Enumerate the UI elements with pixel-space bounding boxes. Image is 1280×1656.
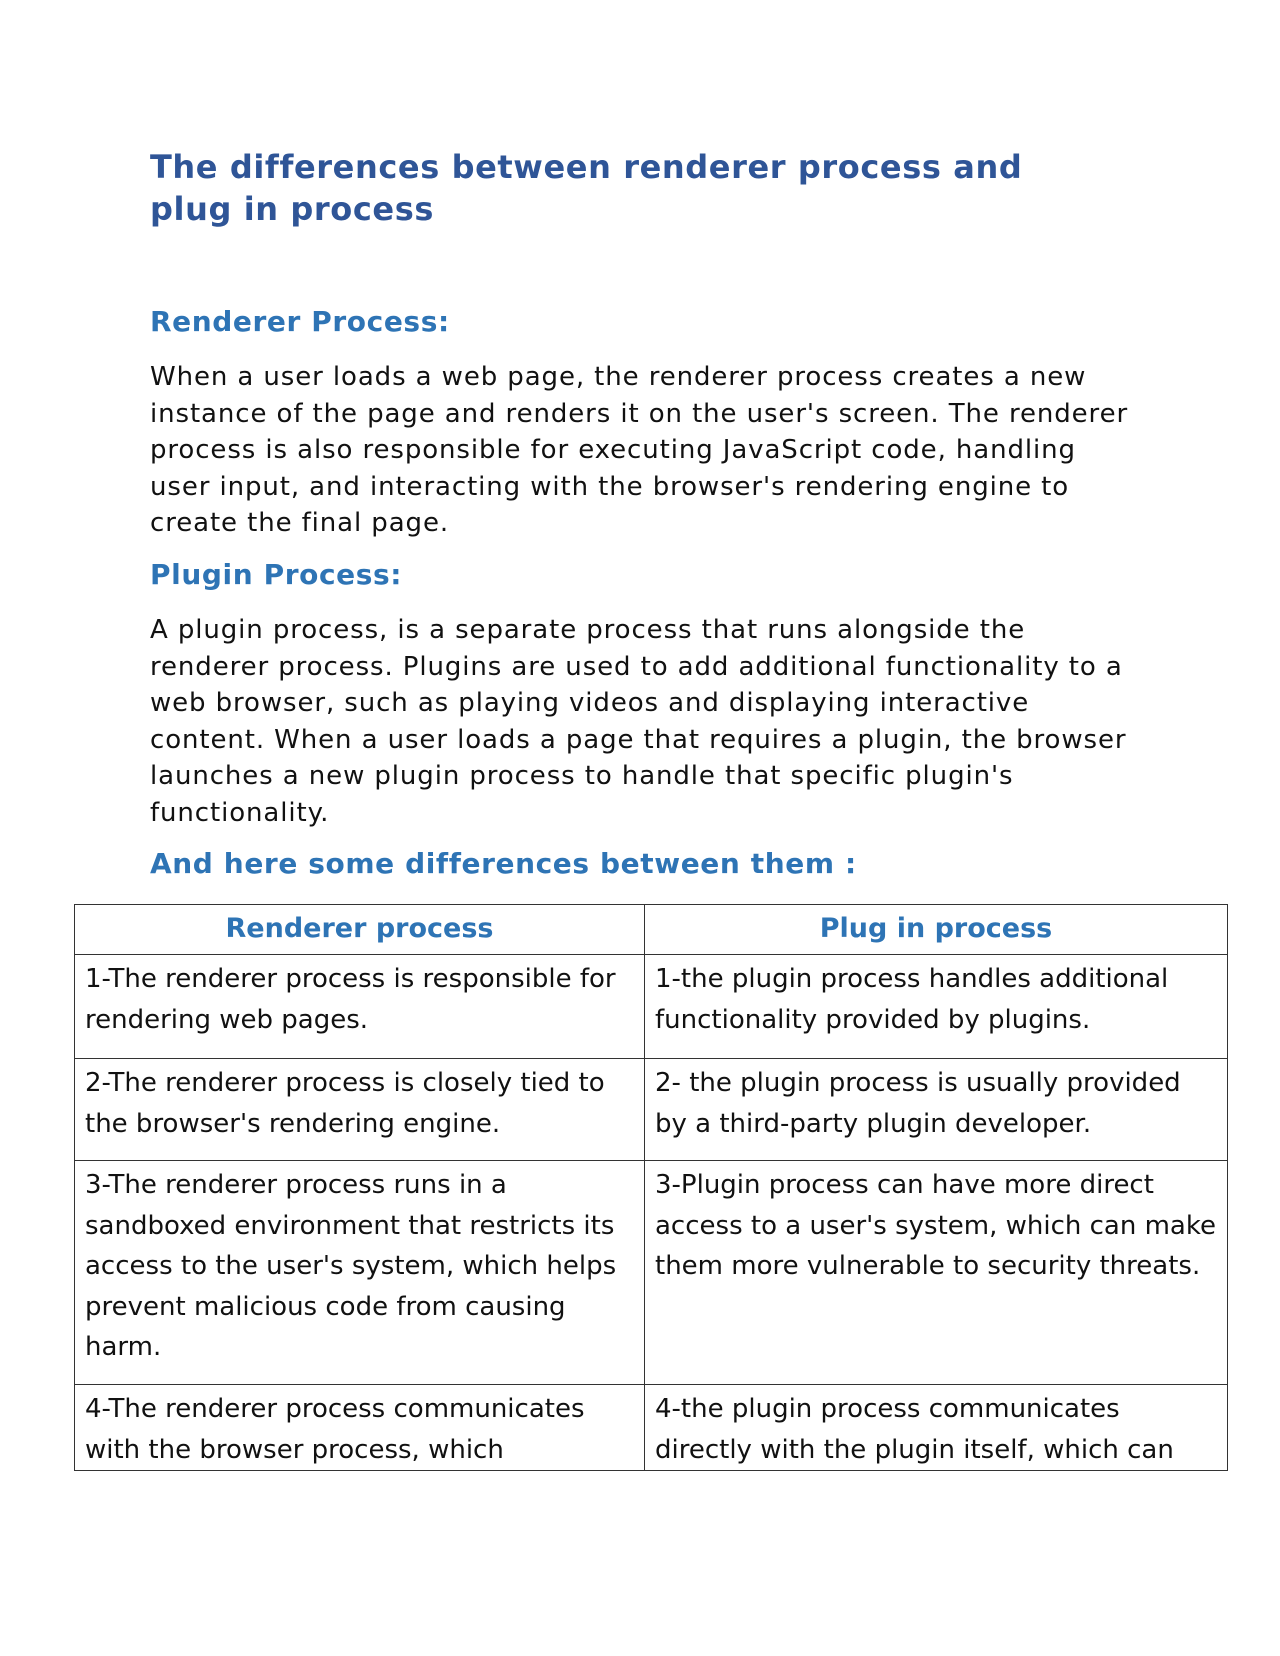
table-cell-plugin: 2- the plugin process is usually provided by a third-party plugin developer.	[645, 1059, 1228, 1161]
table-row	[75, 1059, 1228, 1161]
column-header-renderer: Renderer process	[75, 905, 645, 955]
table-cell-plugin: 3-Plugin process can have more direct access to a user's system, which can make them more vulnerable to security threats.	[645, 1161, 1228, 1385]
document-title: The differences between renderer process and plug in process	[150, 148, 1023, 228]
comparison-table	[74, 904, 1228, 1471]
renderer-process-paragraph: When a user loads a web page, the renderer process creates a new instance of the page and renders it on the user's screen. The renderer process is also responsible for executing JavaScript code, handling user input, and interacting with the browser's rendering engine to create the final page.	[150, 362, 1129, 539]
table-row	[75, 955, 1228, 1059]
differences-heading: And here some differences between them :	[150, 847, 857, 880]
table-row	[75, 1385, 1228, 1471]
table-header-row	[75, 905, 1228, 955]
table-cell-plugin: 4-the plugin process communicates directly with the plugin itself, which can	[645, 1385, 1228, 1471]
table-row	[75, 1161, 1228, 1385]
table-cell-renderer: 3-The renderer process runs in a sandboxed environment that restricts its access to the user's system, which helps prevent malicious code from causing harm.	[75, 1161, 645, 1385]
renderer-process-heading: Renderer Process:	[150, 305, 450, 338]
plugin-process-paragraph: A plugin process, is a separate process that runs alongside the renderer process. Plugins are used to add additional functionality to a web browser, such as playing videos and displaying interactive content. When a user loads a page that requires a plugin, the browser launches a new plugin process to handle that specific plugin's functionality.	[150, 615, 1127, 828]
column-header-plugin: Plug in process	[645, 905, 1228, 955]
table-cell-plugin: 1-the plugin process handles additional functionality provided by plugins.	[645, 955, 1228, 1059]
table-cell-renderer: 2-The renderer process is closely tied to the browser's rendering engine.	[75, 1059, 645, 1161]
table-cell-renderer: 1-The renderer process is responsible for rendering web pages.	[75, 955, 645, 1059]
table-cell-renderer: 4-The renderer process communicates with the browser process, which	[75, 1385, 645, 1471]
plugin-process-heading: Plugin Process:	[150, 558, 403, 591]
